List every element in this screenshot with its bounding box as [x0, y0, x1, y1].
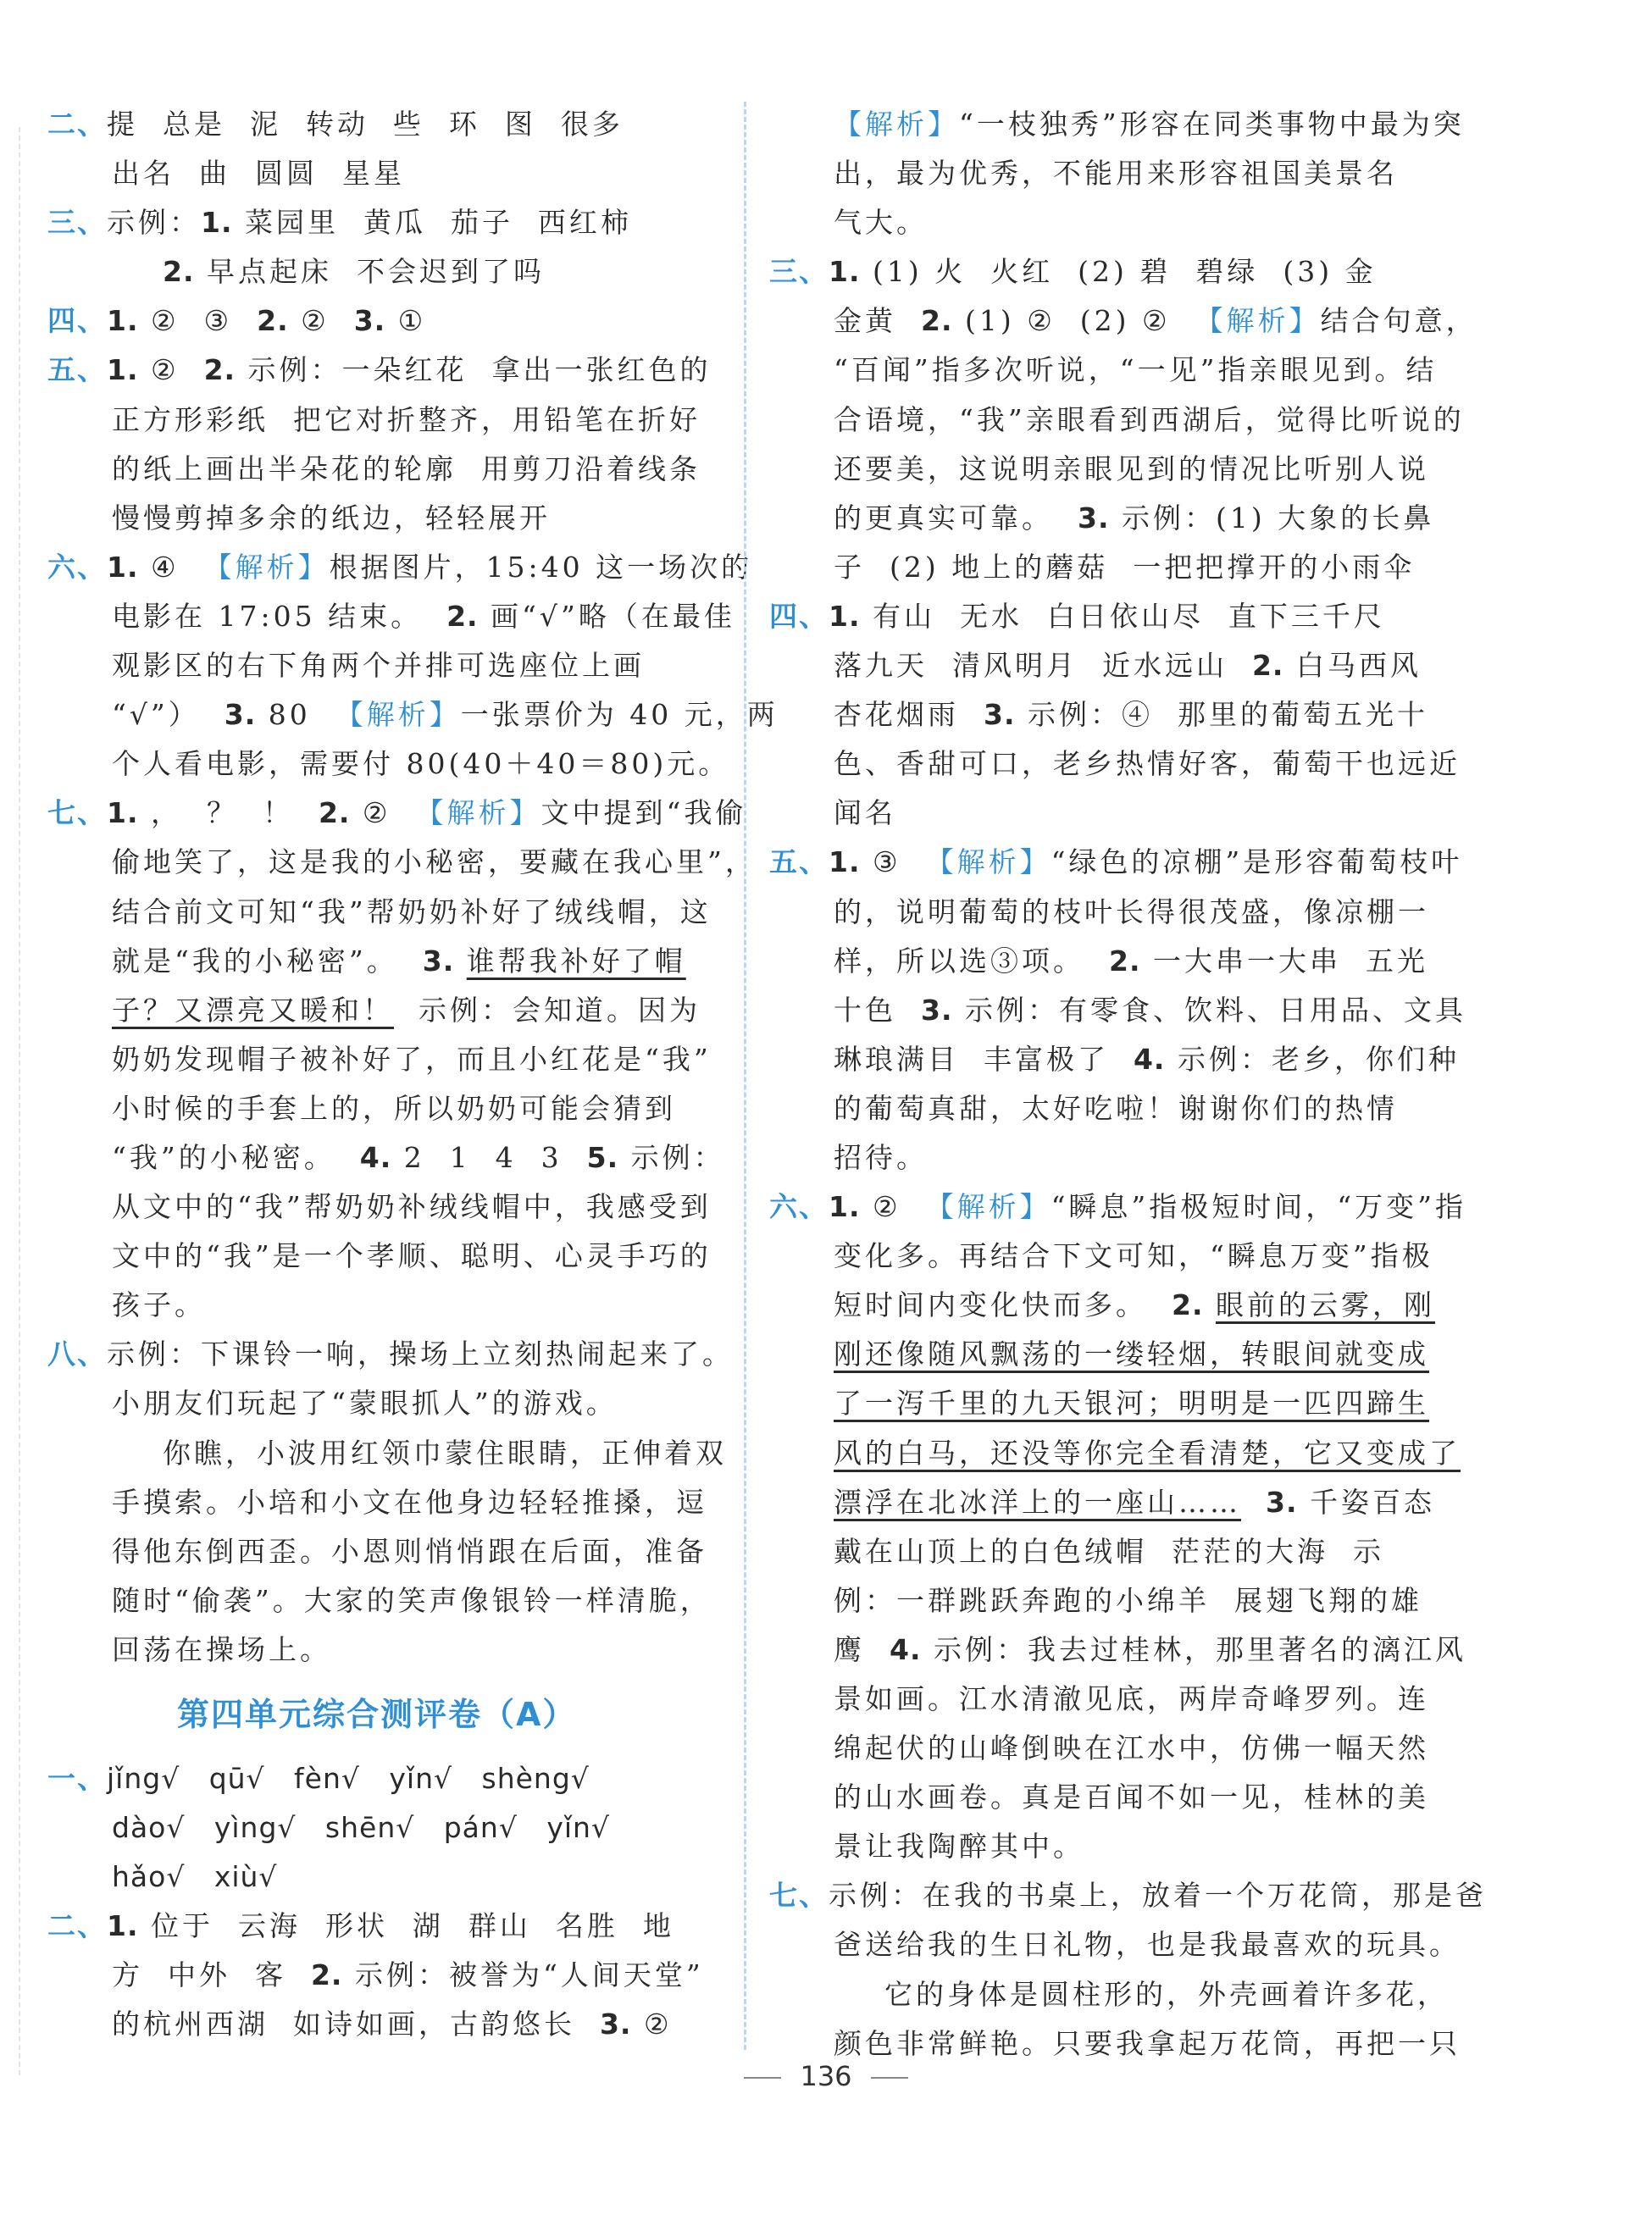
section-number: 一、 — [47, 1762, 107, 1795]
answer-text: 招待。 — [834, 1140, 928, 1174]
answer-text: 景如画。江水清澈见底，两岸奇峰罗列。连 — [834, 1682, 1429, 1715]
answer-text: 有山 无水 白日依山尽 直下三千尺 — [860, 599, 1385, 633]
page-number: 136 — [0, 2060, 1652, 2092]
analysis-tag: 【解析】 — [335, 698, 461, 732]
answer-text: 手摸索。小培和小文在他身边轻轻推搡，逗 — [112, 1485, 707, 1519]
answer-text: 示例：下课铃一响，操场上立刻热闹起来了。 — [107, 1338, 734, 1371]
page-number-dash-right — [871, 2077, 908, 2079]
answer-line — [47, 1803, 725, 1853]
question-number: 3. — [224, 698, 257, 732]
answer-text: “百闻”指多次听说，“一见”指亲眼见到。结 — [834, 353, 1438, 387]
question-number: 3. — [1077, 501, 1110, 534]
answer-text: 提 总是 泥 转动 些 环 图 很多 — [107, 108, 624, 141]
answer-text: 色、香甜可口，老乡热情好客，葡萄干也远近 — [834, 747, 1461, 781]
answer-text: 示例：在我的书桌上，放着一个万花筒，那是爸 — [829, 1879, 1487, 1913]
answer-line — [47, 149, 725, 198]
answer-text: 的，说明葡萄的枝叶长得很茂盛，像凉棚一 — [834, 894, 1429, 928]
answer-line — [769, 149, 1447, 198]
column-divider — [744, 102, 746, 2050]
answer-text: 个人看电影，需要付 80(40＋40＝80)元。 — [112, 747, 730, 781]
answer-text: “√”） — [112, 698, 225, 732]
answer-line — [769, 838, 1463, 887]
answer-line — [47, 1182, 725, 1232]
question-number: 5. — [586, 1140, 619, 1174]
right-column — [769, 100, 1487, 2069]
answer-line — [47, 1853, 725, 1902]
section-number: 六、 — [47, 550, 107, 584]
answer-text: ② — [631, 2008, 673, 2041]
answer-line — [47, 1035, 725, 1084]
answer-text: 落九天 清风明月 近水远山 — [834, 649, 1252, 683]
section-number: 六、 — [769, 1190, 829, 1224]
answer-line — [769, 100, 1465, 149]
answer-text: 的葡萄真甜，太好吃啦！谢谢你们的热情 — [834, 1091, 1398, 1125]
question-number: 1. — [107, 550, 139, 584]
answer-line — [769, 1035, 1460, 1084]
answer-text: ① — [385, 304, 427, 338]
answer-text: 的纸上画出半朵花的轮廓 用剪刀沿着线条 — [112, 451, 701, 485]
answer-text: 结合前文可知“我”帮奶奶补好了绒线帽，这 — [112, 894, 712, 928]
question-number: 3. — [983, 698, 1016, 732]
question-number: 2. — [310, 1958, 343, 1992]
underlined-text: 漂浮在北冰洋上的一座山…… — [834, 1485, 1241, 1519]
answer-text: ② — [350, 796, 416, 830]
question-number: 2. — [446, 599, 479, 633]
answer-text: ② — [138, 353, 204, 387]
answer-text: “一枝独秀”形容在同类事物中最为突 — [959, 108, 1465, 141]
answer-text: 示例：被誉为“人间天堂” — [342, 1958, 704, 1992]
answer-text: “我”的小秘密。 — [112, 1140, 360, 1174]
section-number: 四、 — [47, 304, 107, 338]
analysis-tag: 【解析】 — [415, 796, 541, 830]
answer-text: 随时“偷袭”。大家的笑声像银铃一样清脆， — [112, 1583, 712, 1617]
answer-line — [47, 690, 779, 739]
answer-text: “瞬息”指极短时间，“万变”指 — [1051, 1190, 1467, 1224]
answer-line — [47, 1379, 725, 1428]
answer-text: 绵起伏的山峰倒映在江水中，仿佛一幅天然 — [834, 1731, 1429, 1765]
answer-line — [47, 396, 725, 445]
answer-line — [769, 1084, 1447, 1133]
answer-text — [454, 944, 467, 978]
answer-text: 十色 — [834, 993, 921, 1027]
left-column — [47, 100, 779, 2050]
answer-line — [769, 986, 1466, 1035]
answer-text: 观影区的右下角两个并排可选座位上画 — [112, 649, 645, 683]
answer-text: 得他东倒西歪。小恩则悄悄跟在后面，准备 — [112, 1534, 707, 1568]
answer-line — [47, 198, 725, 247]
answer-text: 颜色非常鲜艳。只要我拿起万花筒，再把一只 — [834, 2026, 1461, 2060]
answer-line — [769, 690, 1447, 739]
page-number-dash-left — [744, 2077, 781, 2079]
question-number: 2. — [1108, 944, 1141, 978]
answer-text: 孩子。 — [112, 1288, 206, 1322]
answer-text: 戴在山顶上的白色绒帽 茫茫的大海 示 — [834, 1534, 1384, 1568]
answer-line — [47, 1527, 725, 1576]
answer-text: ③ — [860, 845, 926, 879]
answer-line — [769, 1576, 1447, 1626]
question-number: 3. — [1265, 1485, 1298, 1519]
answer-text: jǐng√ qū√ fèn√ yǐn√ shèng√ — [107, 1762, 590, 1795]
section-number: 五、 — [769, 845, 829, 879]
answer-text: 文中的“我”是一个孝顺、聪明、心灵手巧的 — [112, 1239, 712, 1273]
answer-text: 一大串一大串 五光 — [1140, 944, 1428, 978]
answer-text: 根据图片，15:40 这一场次的 — [329, 550, 753, 584]
answer-text: hǎo√ xiù√ — [112, 1860, 278, 1894]
answer-line — [769, 1970, 1447, 2019]
answer-text: 景让我陶醉其中。 — [834, 1830, 1084, 1864]
answer-line — [769, 1822, 1447, 1871]
answer-line — [769, 641, 1447, 690]
answer-text: 样，所以选③项。 — [834, 944, 1109, 978]
underlined-text: 眼前的云雾，刚 — [1215, 1288, 1435, 1322]
question-number: 2. — [257, 304, 289, 338]
answer-text: 杏花烟雨 — [834, 698, 984, 732]
answer-text: 闻名 — [834, 796, 896, 830]
section-number: 七、 — [47, 796, 107, 830]
answer-text: 就是“我的小秘密”。 — [112, 944, 423, 978]
answer-line — [47, 100, 725, 149]
answer-text: 小时候的手套上的，所以奶奶可能会猜到 — [112, 1091, 676, 1125]
answer-line — [769, 1232, 1447, 1281]
question-number: 3. — [422, 944, 455, 978]
analysis-tag: 【解析】 — [925, 845, 1051, 879]
question-number: 1. — [829, 1190, 861, 1224]
margin-rule — [19, 127, 20, 2075]
answer-text: 示例： — [618, 1140, 725, 1174]
answer-line — [47, 247, 725, 296]
answer-line — [47, 592, 735, 641]
answer-line — [769, 445, 1447, 494]
answer-text — [1241, 1486, 1266, 1519]
answer-text: 子 (2) 地上的蘑菇 一把把撑开的小雨伞 — [834, 550, 1416, 584]
section-number: 二、 — [47, 108, 107, 141]
answer-text: 小朋友们玩起了“蒙眼抓人”的游戏。 — [112, 1387, 618, 1421]
answer-line — [769, 1527, 1447, 1576]
answer-text: 慢慢剪掉多余的纸边，轻轻展开 — [112, 501, 551, 534]
answer-line — [47, 986, 725, 1035]
section-number: 二、 — [47, 1909, 107, 1943]
underlined-text: 子？又漂亮又暖和！ — [112, 993, 394, 1027]
question-number: 1. — [107, 353, 139, 387]
answer-text: 爸送给我的生日礼物，也是我最喜欢的玩具。 — [834, 1928, 1461, 1962]
question-number: 2. — [920, 304, 953, 338]
answer-line — [47, 1330, 734, 1379]
answer-line — [769, 888, 1447, 937]
answer-line — [769, 1133, 1447, 1182]
answer-text: 示例：会知道。因为 — [394, 993, 701, 1027]
answer-line — [47, 1133, 725, 1182]
question-number: 1. — [829, 845, 861, 879]
question-number: 2. — [163, 255, 195, 289]
answer-line — [47, 888, 725, 937]
answer-line — [47, 937, 725, 986]
question-number: 2. — [1171, 1288, 1204, 1322]
answer-line — [769, 1626, 1466, 1675]
answer-text: 金黄 — [834, 304, 921, 338]
answer-text: 变化多。再结合下文可知，“瞬息万变”指极 — [834, 1239, 1433, 1273]
answer-line — [769, 396, 1465, 445]
answer-line — [769, 937, 1447, 986]
answer-text: 文中提到“我偷 — [541, 796, 747, 830]
answer-line — [769, 1330, 1447, 1379]
question-number: 3. — [599, 2008, 632, 2041]
answer-line — [769, 1478, 1447, 1527]
underlined-text: 风的白马，还没等你完全看清楚，它又变成了 — [834, 1436, 1461, 1470]
question-number: 1. — [829, 599, 861, 633]
answer-line — [47, 1281, 725, 1330]
answer-line — [769, 1675, 1447, 1724]
answer-text: 示例：一朵红花 拿出一张红色的 — [236, 353, 712, 387]
answer-line — [769, 494, 1447, 543]
answer-text: 气大。 — [834, 206, 928, 240]
answer-text: 菜园里 黄瓜 茄子 西红柿 — [232, 206, 632, 240]
answer-text: 奶奶发现帽子被补好了，而且小红花是“我” — [112, 1042, 712, 1076]
answer-text: ④ — [138, 550, 204, 584]
answer-line — [47, 641, 725, 690]
answer-line — [47, 739, 730, 789]
answer-text: ② — [288, 304, 354, 338]
answer-text: 的杭州西湖 如诗如画，古韵悠长 — [112, 2008, 600, 2041]
answer-text: 一张票价为 40 元，两 — [460, 698, 779, 732]
answer-line — [47, 1429, 725, 1478]
answer-text: 示例：④ 那里的葡萄五光十 — [1015, 698, 1428, 732]
question-number: 2. — [203, 353, 236, 387]
analysis-tag: 【解析】 — [1195, 304, 1321, 338]
question-number: 3. — [920, 993, 953, 1027]
answer-line — [769, 1281, 1447, 1330]
answer-line — [769, 1920, 1461, 1969]
answer-line — [769, 789, 1447, 838]
section-heading: 第四单元综合测评卷（A） — [177, 1696, 577, 1733]
answer-text: 从文中的“我”帮奶奶补绒线帽中，我感受到 — [112, 1190, 712, 1224]
answer-line — [47, 1232, 725, 1281]
question-number: 4. — [889, 1632, 922, 1666]
section-number: 七、 — [769, 1879, 829, 1913]
answer-line — [769, 1871, 1487, 1920]
section-number: 五、 — [47, 353, 107, 387]
answer-text: 出名 曲 圆圆 星星 — [112, 157, 405, 191]
answer-text: 电影在 17:05 结束。 — [112, 599, 447, 633]
answer-line — [47, 494, 725, 543]
answer-text: 示例：我去过桂林，那里著名的漓江风 — [921, 1632, 1466, 1666]
answer-line — [769, 247, 1447, 296]
question-number: 1. — [107, 304, 139, 338]
answer-line — [47, 838, 757, 887]
section-number: 三、 — [769, 255, 829, 289]
answer-text: 它的身体是圆柱形的，外壳画着许多花， — [884, 1977, 1449, 2011]
question-number: 1. — [107, 1909, 139, 1943]
underlined-text: 了一泻千里的九天银河；明明是一匹四蹄生 — [834, 1387, 1429, 1421]
underlined-text: 刚还像随风飘荡的一缕轻烟，转眼间就变成 — [834, 1338, 1429, 1371]
answer-text: 早点起床 不会迟到了吗 — [194, 255, 545, 289]
answer-text: 偷地笑了，这是我的小秘密，要藏在我心里”， — [112, 845, 757, 879]
answer-text: 方 中外 客 — [112, 1958, 311, 1992]
answer-text: “绿色的凉棚”是形容葡萄枝叶 — [1051, 845, 1463, 879]
answer-line — [47, 296, 725, 346]
question-number: 3. — [353, 304, 386, 338]
answer-line — [47, 543, 753, 592]
answer-text: 的山水画卷。真是百闻不如一见，桂林的美 — [834, 1781, 1429, 1814]
question-number: 2. — [318, 796, 351, 830]
answer-line — [47, 1478, 725, 1527]
answer-text: dào√ yìng√ shēn√ pán√ yǐn√ — [112, 1811, 610, 1845]
answer-text: 80 — [256, 698, 335, 732]
answer-line — [769, 1773, 1447, 1822]
answer-text: 结合句意， — [1320, 304, 1477, 338]
answer-text: 回荡在操场上。 — [112, 1632, 331, 1666]
answer-text: 短时间内变化快而多。 — [834, 1288, 1172, 1322]
answer-line — [47, 1754, 725, 1803]
answer-text: ② — [860, 1190, 926, 1224]
question-number: 1. — [829, 255, 861, 289]
answer-text: 例：一群跳跃奔跑的小绵羊 展翅飞翔的雄 — [834, 1583, 1422, 1617]
answer-line — [47, 1951, 725, 2000]
answer-text: 出，最为优秀，不能用来形容祖国美景名 — [834, 157, 1398, 191]
underlined-text: 谁帮我补好了帽 — [466, 944, 686, 978]
answer-text: ② ③ — [138, 304, 258, 338]
answer-text: 示例：有零食、饮料、日用品、文具 — [952, 993, 1466, 1027]
answer-text: 位于 云海 形状 湖 群山 名胜 地 — [138, 1909, 674, 1943]
answer-line — [47, 1576, 725, 1626]
question-number: 1. — [201, 206, 233, 240]
answer-line — [769, 1182, 1467, 1232]
analysis-tag: 【解析】 — [925, 1190, 1051, 1224]
answer-text: 示例： — [107, 206, 201, 240]
answer-text: 千姿百态 — [1297, 1485, 1435, 1519]
section-number: 三、 — [47, 206, 107, 240]
question-number: 4. — [359, 1140, 392, 1174]
answer-text: 你瞧，小波用红领巾蒙住眼睛，正伸着双 — [163, 1436, 727, 1470]
section-number: 八、 — [47, 1338, 107, 1371]
answer-text: (1) ② (2) ② — [952, 304, 1195, 338]
question-number: 1. — [107, 796, 139, 830]
answer-text: (1) 火 火红 (2) 碧 碧绿 (3) 金 — [860, 255, 1377, 289]
answer-text: 白马西风 — [1283, 649, 1422, 683]
answer-line — [47, 445, 725, 494]
answer-line — [769, 1429, 1461, 1478]
section-number: 四、 — [769, 599, 829, 633]
question-number: 4. — [1133, 1042, 1166, 1076]
answer-line — [47, 1626, 725, 1675]
answer-text: ， ？ ！ — [138, 796, 319, 830]
answer-text: 2 1 4 3 — [391, 1140, 587, 1174]
answer-line — [769, 592, 1447, 641]
answer-text: 琳琅满目 丰富极了 — [834, 1042, 1134, 1076]
answer-line — [769, 296, 1477, 346]
answer-line — [769, 543, 1447, 592]
answer-line — [769, 1379, 1447, 1428]
answer-text: 示例：老乡，你们种 — [1165, 1042, 1460, 1076]
answer-text: 正方形彩纸 把它对折整齐，用铅笔在折好 — [112, 402, 701, 436]
answer-line — [47, 1084, 725, 1133]
answer-text: 合语境，“我”亲眼看到西湖后，觉得比听说的 — [834, 402, 1465, 436]
answer-line — [47, 2000, 725, 2049]
answer-text: 的更真实可靠。 — [834, 501, 1078, 534]
answer-text: 鹰 — [834, 1632, 890, 1666]
answer-line — [47, 1902, 725, 1951]
analysis-tag: 【解析】 — [834, 108, 959, 141]
question-number: 2. — [1251, 649, 1284, 683]
answer-line — [769, 198, 1447, 247]
analysis-tag: 【解析】 — [203, 550, 330, 584]
answer-line — [47, 346, 725, 395]
answer-line — [47, 789, 747, 838]
answer-text: 还要美，这说明亲眼见到的情况比听别人说 — [834, 451, 1429, 485]
answer-line — [769, 346, 1447, 395]
answer-text — [1203, 1288, 1216, 1321]
answer-text: 画“√”略（在最佳 — [478, 599, 735, 633]
answer-line — [769, 1724, 1447, 1773]
answer-line — [769, 739, 1461, 789]
answer-text: 示例：(1) 大象的长鼻 — [1109, 501, 1435, 534]
